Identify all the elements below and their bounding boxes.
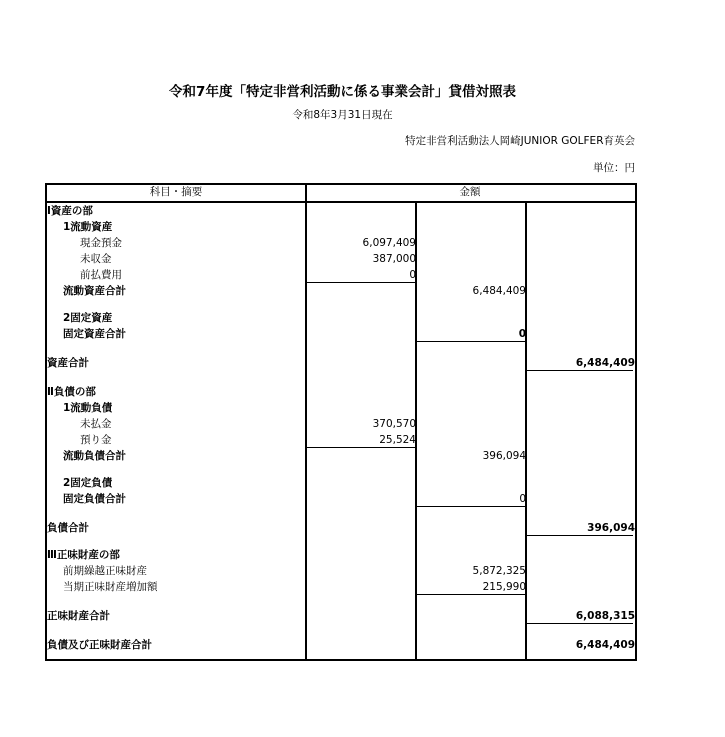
- table-row: [45, 608, 637, 624]
- receivable-label: 未収金: [80, 253, 112, 265]
- net-assets-increase-value: 215,990: [482, 581, 526, 593]
- net-assets-total-label: 正味財産合計: [47, 610, 110, 622]
- net-assets-increase-label: 当期正味財産増加額: [63, 581, 158, 593]
- currency-unit: 単位：円: [593, 162, 635, 174]
- as-of-date: 令和8年3月31日現在: [292, 109, 393, 121]
- table-row: [45, 491, 637, 507]
- fixed-assets-total-label: 固定資産合計: [63, 328, 126, 340]
- assets-total-value: 6,484,409: [575, 357, 635, 369]
- liabilities-section-label: Ⅱ負債の部: [47, 386, 96, 398]
- cash-label: 現金預金: [80, 237, 122, 249]
- table-row: [45, 310, 637, 326]
- table-row: [45, 563, 637, 579]
- balance-sheet-table: [45, 183, 637, 661]
- liabilities-total-label: 負債合計: [47, 522, 89, 534]
- table-row: [45, 384, 637, 400]
- table-row: [45, 355, 637, 371]
- table-row: [45, 235, 637, 251]
- fixed-liabilities-label: 2固定負債: [63, 477, 113, 489]
- fixed-liabilities-total-value: 0: [519, 493, 526, 505]
- table-row: [45, 251, 637, 267]
- current-assets-label: 1流動資産: [63, 221, 113, 233]
- liabilities-and-net-total-value: 6,484,409: [575, 639, 635, 651]
- document-title: 令和7年度「特定非営利活動に係る事業会計」貸借対照表: [169, 84, 516, 100]
- net-assets-total-value: 6,088,315: [575, 610, 635, 622]
- current-assets-total-label: 流動資産合計: [63, 285, 126, 297]
- cash-value: 6,097,409: [362, 237, 416, 249]
- table-row: [45, 637, 637, 653]
- col-header-item: 科目・摘要: [149, 186, 203, 198]
- table-row: [45, 547, 637, 563]
- table-row: [45, 283, 637, 299]
- fixed-liabilities-total-label: 固定負債合計: [63, 493, 126, 505]
- table-row: [45, 203, 637, 219]
- prior-net-assets-label: 前期繰越正味財産: [63, 565, 147, 577]
- table-row: [45, 326, 637, 342]
- table-row: [45, 219, 637, 235]
- payable-value: 370,570: [372, 418, 416, 430]
- table-row: [45, 267, 637, 283]
- fixed-assets-total-value: 0: [518, 328, 526, 340]
- current-liabilities-label: 1流動負債: [63, 402, 113, 414]
- deposits-value: 25,524: [379, 434, 416, 446]
- table-row: [45, 475, 637, 491]
- current-liabilities-total-label: 流動負債合計: [63, 450, 126, 462]
- table-row: [45, 448, 637, 464]
- payable-label: 未払金: [80, 418, 112, 430]
- liabilities-and-net-total-label: 負債及び正味財産合計: [47, 639, 152, 651]
- table-row: [45, 579, 637, 595]
- col-header-amount: 金額: [459, 186, 481, 198]
- current-liabilities-total-value: 396,094: [482, 450, 526, 462]
- prepaid-value: 0: [409, 269, 416, 281]
- current-assets-total-value: 6,484,409: [472, 285, 526, 297]
- table-row: [45, 416, 637, 432]
- fixed-assets-label: 2固定資産: [63, 312, 113, 324]
- assets-section-label: Ⅰ資産の部: [47, 205, 93, 217]
- table-row: [45, 520, 637, 536]
- prior-net-assets-value: 5,872,325: [472, 565, 526, 577]
- organization-name: 特定非営利活動法人岡崎JUNIOR GOLFER育英会: [405, 135, 635, 147]
- liabilities-total-value: 396,094: [587, 522, 635, 534]
- table-row: [45, 432, 637, 448]
- prepaid-label: 前払費用: [80, 269, 122, 281]
- assets-total-label: 資産合計: [47, 357, 89, 369]
- net-assets-section-label: Ⅲ正味財産の部: [47, 549, 120, 561]
- deposits-label: 預り金: [80, 434, 112, 446]
- receivable-value: 387,000: [372, 253, 416, 265]
- table-row: [45, 400, 637, 416]
